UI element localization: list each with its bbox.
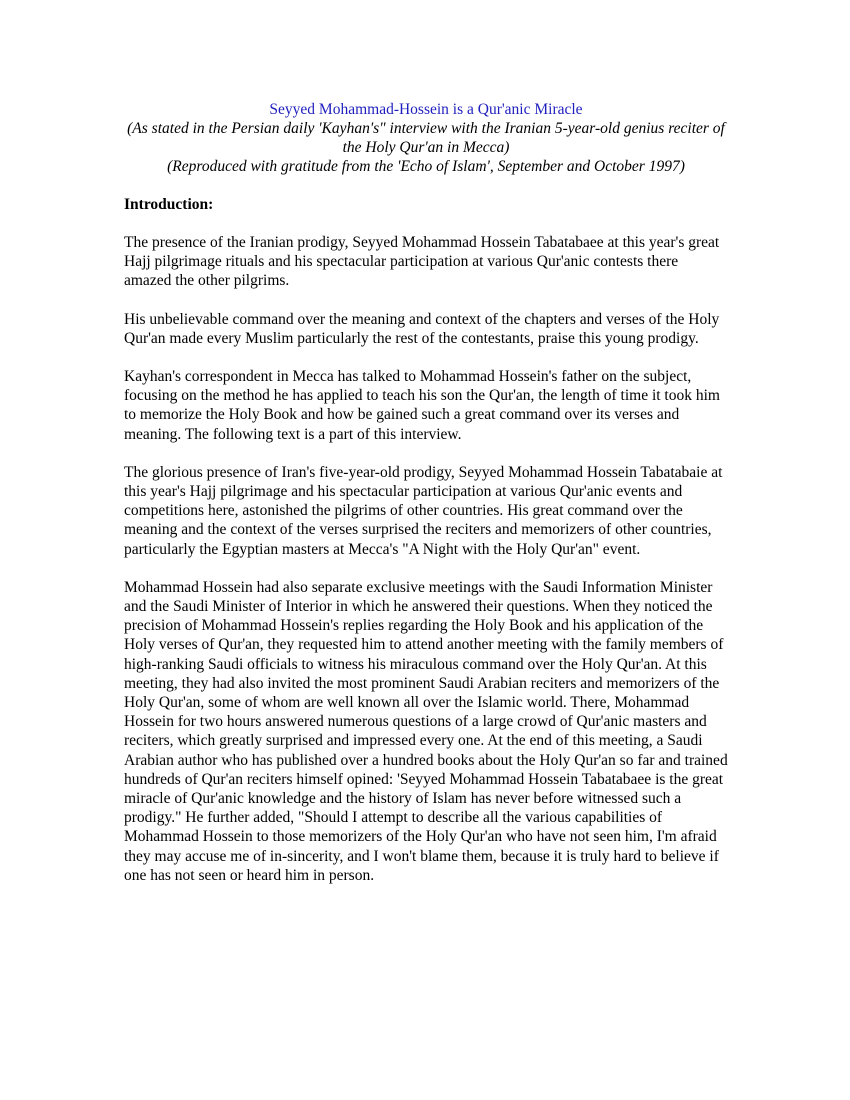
paragraph: The presence of the Iranian prodigy, Seyyed Mohammad Hossein Tabatabaee at this year's great Hajj pilgrimage rituals and his spectacular participation at various Qur'anic contests there amazed the other pilgrims. — [124, 234, 720, 290]
document-subtitle-interview: (As stated in the Persian daily 'Kayhan's" interview with the Iranian 5-year-old genius reciter of the Holy Qur'an in Mecca) — [127, 120, 725, 156]
document-title: Seyyed Mohammad-Hossein is a Qur'anic Miracle — [269, 101, 583, 118]
section-heading-introduction: Introduction: — [124, 196, 214, 213]
paragraph: His unbelievable command over the meaning and context of the chapters and verses of the Holy Qur'an made every Muslim particularly the rest of the contestants, praise this young prodigy. — [124, 310, 720, 347]
paragraph: The glorious presence of Iran's five-year-old prodigy, Seyyed Mohammad Hossein Tabatabaie at this year's Hajj pilgrimage and his spectacular participation at various Qur'anic events and competitions here, astonished the pilgrims of other countries. His great command over the meaning and the context of the verses surprised the reciters and memorizers of other countries, particularly the Egyptian masters at Mecca's "A Night with the Holy Qur'an" event. — [124, 463, 723, 558]
document-page — [124, 100, 728, 885]
paragraph: Mohammad Hossein had also separate exclusive meetings with the Saudi Information Minister and the Saudi Minister of Interior in which he answered their questions. When they noticed the precision of Mohammad Hossein's replies regarding the Holy Book and his application of the Holy verses of Qur'an, they requested him to attend another meeting with the family members of high-ranking Saudi officials to witness his miraculous command over the Holy Qur'an. At this meeting, they had also invited the most prominent Saudi Arabian reciters and memorizers of the Holy Qur'an, some of whom are well known all over the Islamic world. There, Mohammad Hossein for two hours answered numerous questions of a large crowd of Qur'anic masters and reciters, which greatly surprised and impressed every one. At the end of this meeting, a Saudi Arabian author who has published over a hundred books about the Holy Qur'an so far and trained hundreds of Qur'an reciters himself opined: 'Seyyed Mohammad Hossein Tabatabaee is the great miracle of Qur'anic knowledge and the history of Islam has never before witnessed such a prodigy." He further added, "Should I attempt to describe all the various capabilities of Mohammad Hossein to those memorizers of the Holy Qur'an who have not seen him, I'm afraid they may accuse me of in-sincerity, and I won't blame them, because it is truly hard to believe if one has not seen or heard him in person. — [124, 578, 728, 884]
document-subtitle-source: (Reproduced with gratitude from the 'Echo of Islam', September and October 1997) — [167, 158, 685, 175]
paragraph: Kayhan's correspondent in Mecca has talked to Mohammad Hossein's father on the subject, focusing on the method he has applied to teach his son the Qur'an, the length of time it took him to memorize the Holy Book and how be gained such a great command over its verses and meaning. The following text is a part of this interview. — [124, 368, 720, 443]
